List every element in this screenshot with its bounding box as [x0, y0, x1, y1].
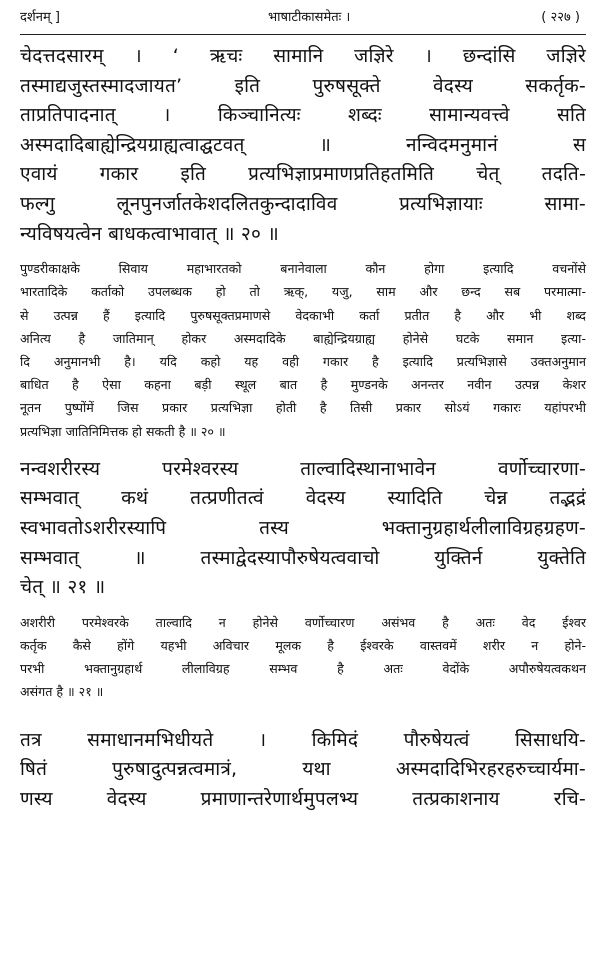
sanskrit-line: सम्भवात् कथं तत्प्रणीतत्वं वेदस्य स्यादिति चेन्न तद्भद्रं [20, 487, 586, 510]
page-number: ( २२७ ) [541, 10, 580, 25]
sanskrit-line: चेदत्तदसारम् । ‘ ऋचः सामानि जज्ञिरे । छन्दांसि जज्ञिरे [20, 45, 586, 67]
sanskrit-line: सम्भवात् ॥ तस्माद्वेदस्यापौरुषेयत्ववाचो युक्तिर्न युक्तेति [20, 546, 586, 569]
sanskrit-line: फल्गु लूनपुनर्जातकेशदलितकुन्दादाविव प्रत्यभिज्ञायाः सामा- [20, 192, 586, 215]
sanskrit-line: एवायं गकार इति प्रत्यभिज्ञाप्रमाणप्रतिहतमिति चेत् तदति- [20, 163, 586, 186]
hindi-line: परभी भक्तानुग्रहार्थ लीलाविग्रह सम्भव है अतः वेदोंके अपौरुषेयत्वकथन [20, 661, 586, 677]
sanskrit-line: णस्य वेदस्य प्रमाणान्तरेणार्थमुपलभ्य तत्प्रकाशनाय रचि- [20, 787, 586, 810]
hindi-line: भारतादिके कर्ताको उपलब्धक हो तो ऋक्, यजु, साम और छन्द सब परमात्मा- [20, 284, 586, 300]
sanskrit-line: अस्मदादिबाह्येन्द्रियग्राह्यत्वाद्घटवत् ॥ नन्विदमनुमानं स [20, 133, 586, 156]
header-rule [20, 34, 586, 35]
hindi-line: पुण्डरीकाक्षके सिवाय महाभारतको बनानेवाला कौन होगा इत्यादि वचनोंसे [20, 261, 586, 277]
hindi-commentary-block [20, 611, 586, 704]
running-header [20, 6, 586, 30]
sanskrit-line: नन्वशरीरस्य परमेश्वरस्य ताल्वादिस्थानाभावेन वर्णोच्चारणा- [20, 457, 586, 480]
header-section-title: दर्शनम् ] [20, 10, 60, 25]
hindi-line: अशरीरी परमेश्वरके ताल्वादि न होनेसे वर्णोच्चारण असंभव है अतः वेद ईश्वर [20, 614, 586, 630]
header-book-title: भाषाटीकासमेतः । [268, 10, 351, 25]
hindi-line: नूतन पुष्पोंमें जिस प्रकार प्रत्यभिज्ञा होती है तिसी प्रकार सोऽयं गकारः यहांपरभी [20, 400, 586, 416]
sanskrit-line: तस्माद्यजुस्तस्मादजायत’ इति पुरुषसूक्ते वेदस्य सकर्तृक- [20, 74, 586, 97]
sanskrit-line: स्वभावतोऽशरीरस्यापि तस्य भक्तानुग्रहार्थलीलाविग्रहग्रहण- [20, 516, 586, 539]
hindi-line: बाधित है ऐसा कहना बड़ी स्थूल बात है मुण्डनके अनन्तर नवीन उत्पन्न केशर [20, 377, 586, 393]
hindi-line: कर्तृक कैसे होंगे यहभी अविचार मूलक है ईश्वरके वास्तवमें शरीर न होने- [20, 637, 586, 653]
sanskrit-line: ताप्रतिपादनात् । किञ्चानित्यः शब्दः सामान्यवत्त्वे सति [20, 104, 586, 127]
sanskrit-line: षितं पुरुषादुत्पन्नत्वमात्रं, यथा अस्मदादिभिरहरहरुच्चार्यमा- [20, 758, 586, 781]
hindi-commentary-block [20, 257, 586, 443]
sanskrit-line: चेत् ॥ २१ ॥ [20, 576, 106, 599]
hindi-line: दि अनुमानभी है। यदि कहो यह वही गकार है इत्यादि प्रत्यभिज्ञासे उक्तअनुमान [20, 353, 586, 369]
hindi-line: से उत्पन्न हैं इत्यादि पुरुषसूक्तप्रमाणसे वेदकाभी कर्ता प्रतीत है और भी शब्द [20, 307, 586, 323]
sanskrit-text-block [20, 726, 586, 815]
hindi-line: प्रत्यभिज्ञा जातिनिमित्तक हो सकती है ॥ २० ॥ [20, 423, 226, 439]
hindi-line: अनित्य है जातिमान् होकर अस्मदादिके बाह्येन्द्रियग्राह्य होनेसे घटके समान इत्या- [20, 330, 586, 346]
hindi-line: असंगत है ॥ २१ ॥ [20, 684, 104, 700]
sanskrit-text-block [20, 455, 586, 603]
sanskrit-line: तत्र समाधानमभिधीयते । किमिदं पौरुषेयत्वं सिसाधयि- [20, 728, 586, 751]
sanskrit-text-block [20, 42, 586, 249]
sanskrit-line: न्यविषयत्वेन बाधकत्वाभावात् ॥ २० ॥ [20, 222, 279, 245]
